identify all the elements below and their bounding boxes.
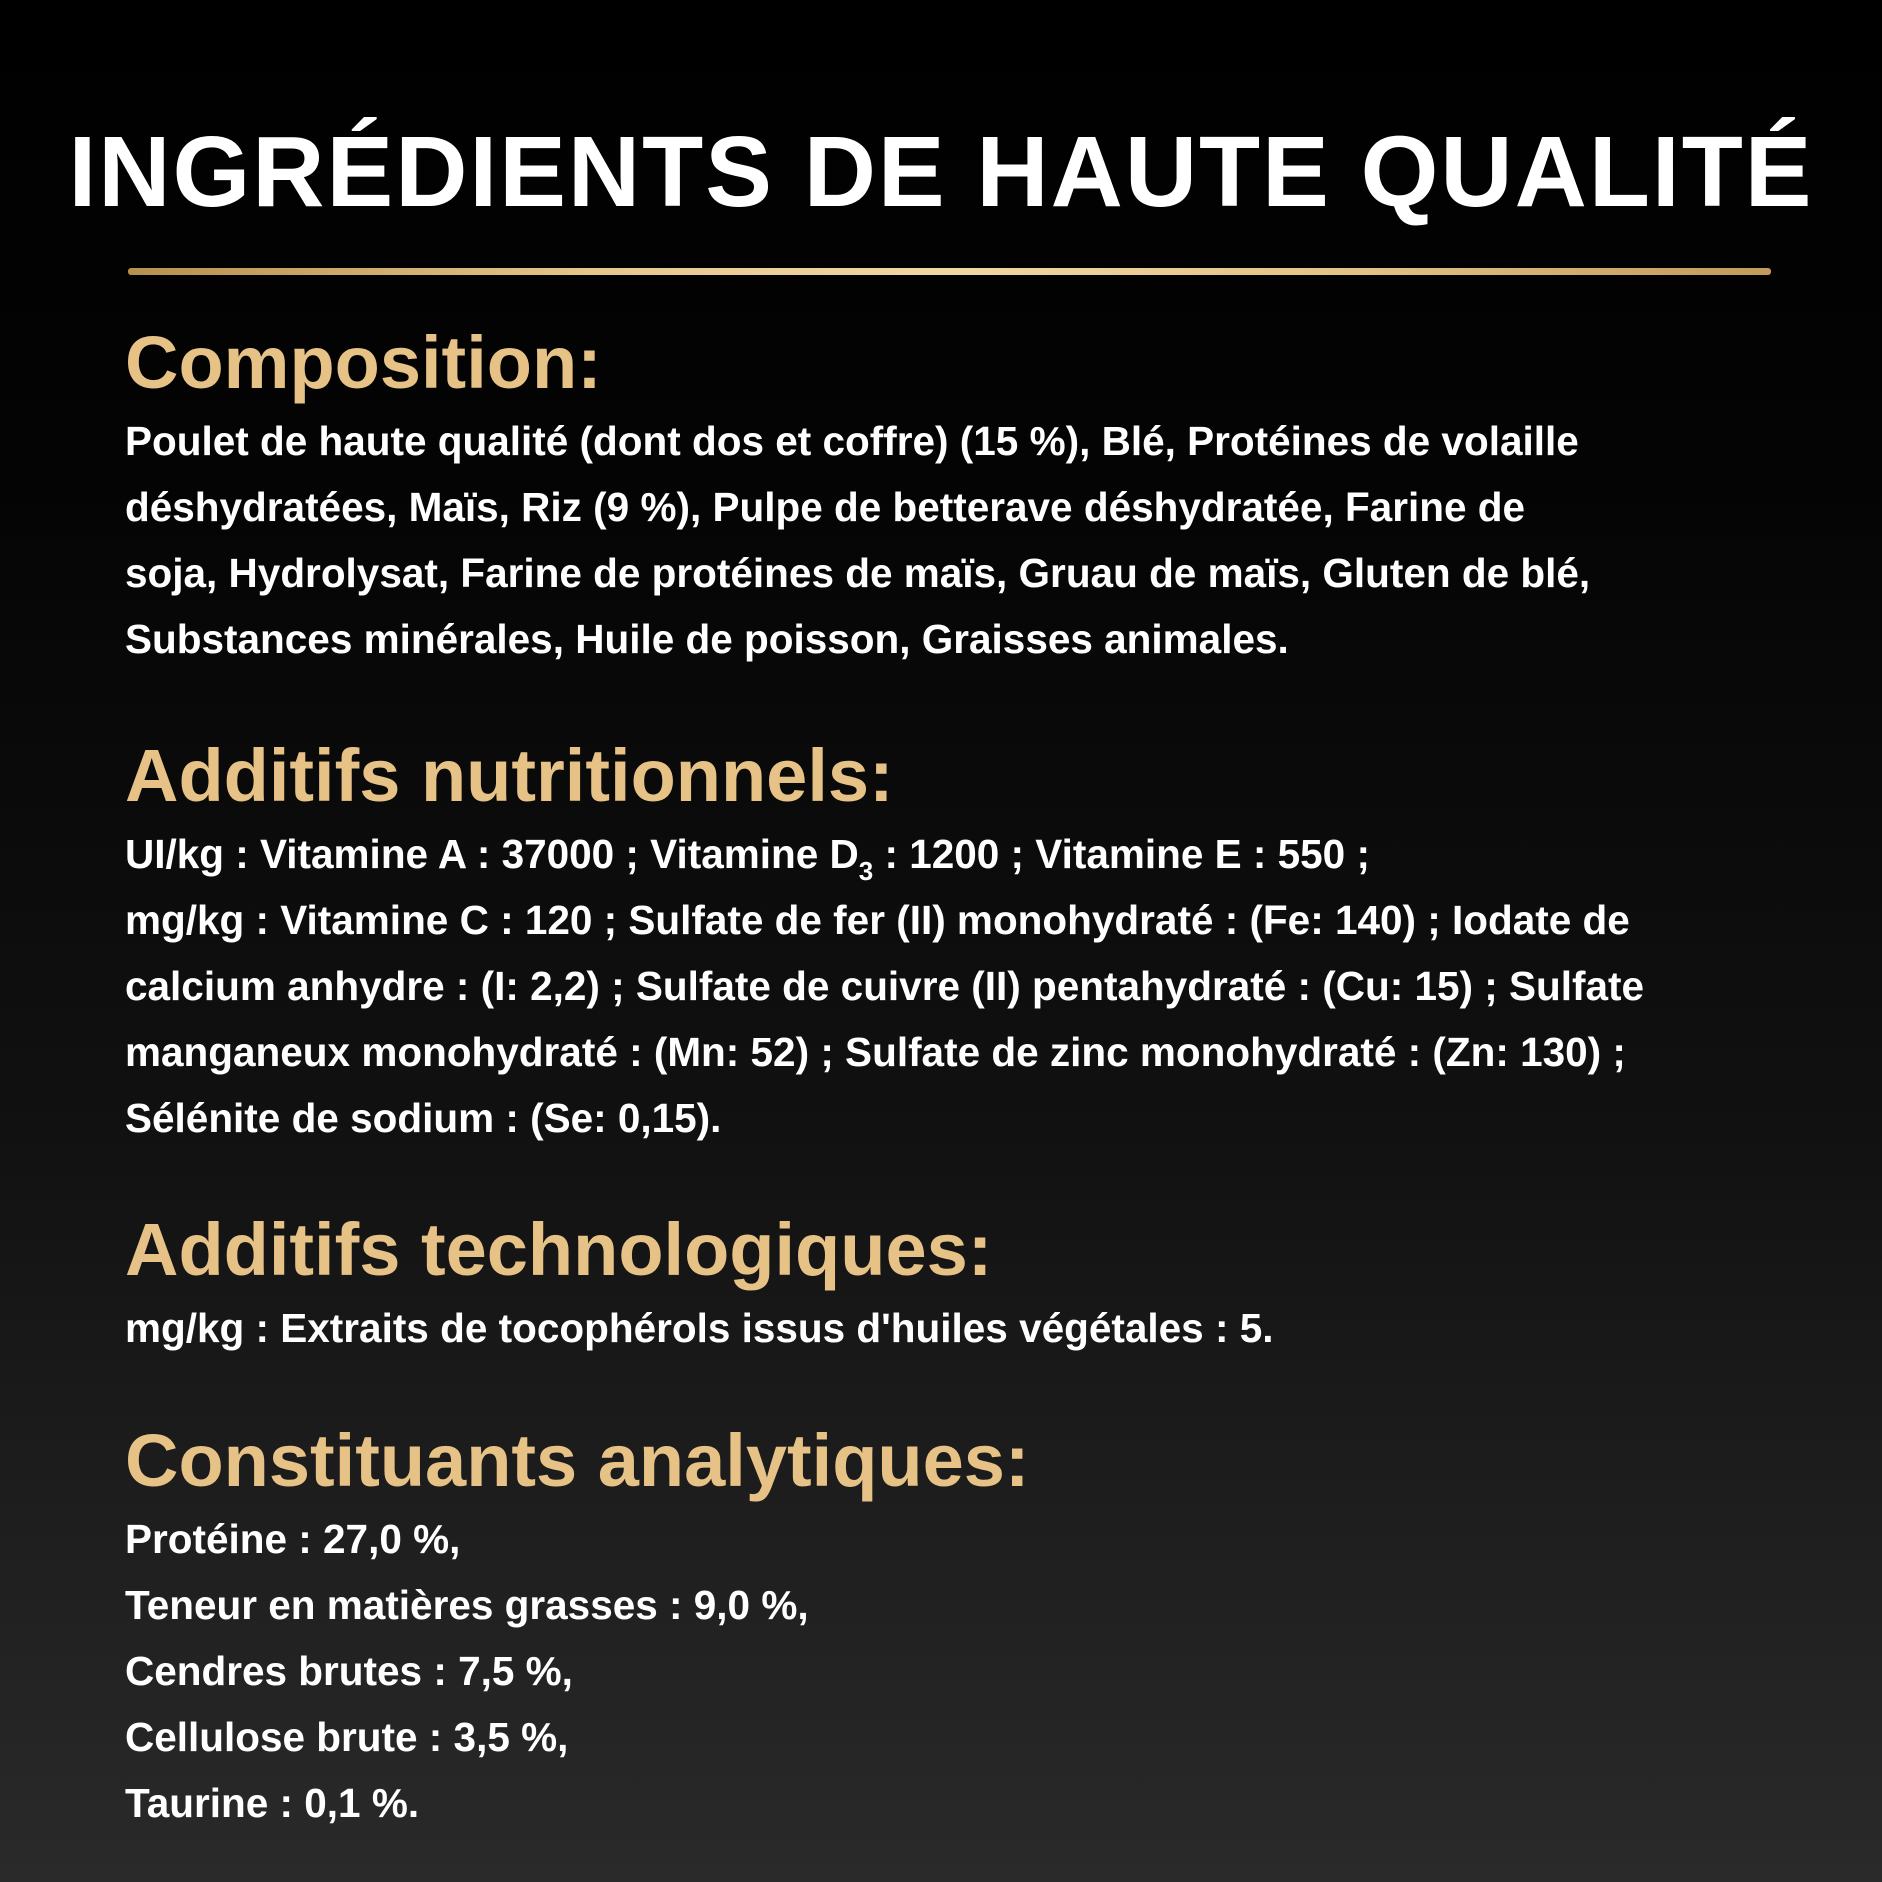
composition-text (125, 408, 1775, 672)
nutritional-additives-line: Sélénite de sodium : (Se: 0,15). (125, 1095, 722, 1141)
constituent-item: Taurine : 0,1 %. (125, 1780, 420, 1826)
nutritional-additives-line: mg/kg : Vitamine C : 120 ; Sulfate de fer (II) monohydraté : (Fe: 140) ; Iodate de (125, 897, 1630, 943)
composition-line: déshydratées, Maïs, Riz (9 %), Pulpe de betterave déshydratée, Farine de (125, 484, 1525, 530)
composition-line: Substances minérales, Huile de poisson, Graisses animales. (125, 616, 1289, 662)
technological-additives-text (125, 1295, 1775, 1361)
constituent-item: Teneur en matières grasses : 9,0 %, (125, 1582, 809, 1628)
nutritional-additives-line: calcium anhydre : (I: 2,2) ; Sulfate de cuivre (II) pentahydraté : (Cu: 15) ; Sulfate (125, 963, 1645, 1009)
composition-line: Poulet de haute qualité (dont dos et coffre) (15 %), Blé, Protéines de volaille (125, 418, 1579, 464)
vitamin-d-subscript: 3 (858, 856, 874, 886)
analytical-constituents-section (125, 1416, 1775, 1836)
vitamins-line-start: UI/kg : Vitamine A : 37000 ; Vitamine D (125, 831, 859, 877)
nutritional-additives-heading: Additifs nutritionnels: (125, 734, 894, 817)
nutritional-additives-text (125, 821, 1775, 1151)
composition-section (125, 318, 1775, 672)
gold-divider (128, 268, 1771, 275)
composition-heading: Composition: (125, 321, 602, 404)
analytical-constituents-text (125, 1506, 1775, 1836)
technological-additives-heading: Additifs technologiques: (125, 1208, 993, 1291)
constituent-item: Cellulose brute : 3,5 %, (125, 1714, 569, 1760)
page-title: INGRÉDIENTS DE HAUTE QUALITÉ (68, 116, 1814, 228)
vitamins-line (125, 821, 1775, 887)
technological-additives-section (125, 1205, 1775, 1361)
technological-additives-line: mg/kg : Extraits de tocophérols issus d'huiles végétales : 5. (125, 1305, 1274, 1351)
vitamins-line-end: : 1200 ; Vitamine E : 550 ; (873, 831, 1370, 877)
constituent-item: Cendres brutes : 7,5 %, (125, 1648, 573, 1694)
nutritional-additives-line: manganeux monohydraté : (Mn: 52) ; Sulfate de zinc monohydraté : (Zn: 130) ; (125, 1029, 1626, 1075)
composition-line: soja, Hydrolysat, Farine de protéines de maïs, Gruau de maïs, Gluten de blé, (125, 550, 1591, 596)
nutritional-additives-section (125, 731, 1775, 1151)
constituent-item: Protéine : 27,0 %, (125, 1516, 461, 1562)
analytical-constituents-heading: Constituants analytiques: (125, 1419, 1030, 1502)
